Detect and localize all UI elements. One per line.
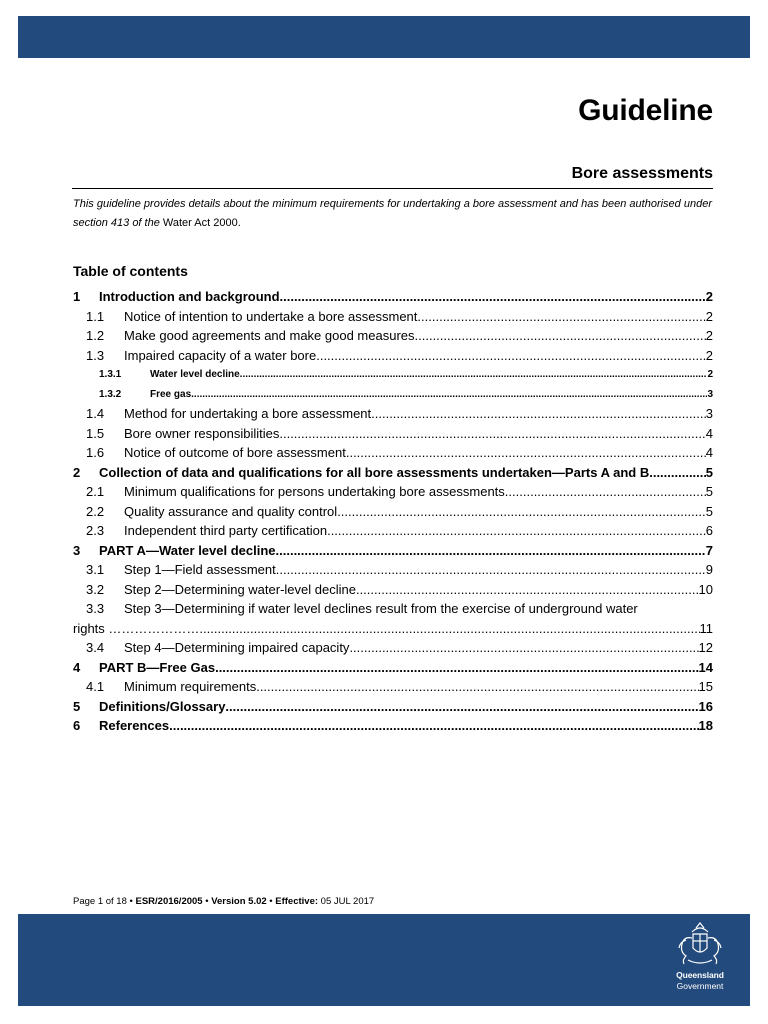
toc-entry-3[interactable] (73, 541, 713, 561)
toc-page: 9 (705, 562, 713, 577)
toc-page: 2 (705, 347, 713, 363)
toc-page: 5 (705, 484, 713, 499)
toc-entry-3-4[interactable] (73, 638, 713, 658)
document-subtitle: Bore assessments (571, 165, 713, 182)
toc-leader (191, 385, 707, 405)
toc-entry-1-1[interactable] (73, 307, 713, 327)
toc-page: 2 (707, 369, 713, 380)
footer-effective-date: 05 JUL 2017 (318, 896, 375, 907)
toc-entry-5[interactable] (73, 697, 713, 717)
coat-of-arms-icon (674, 920, 726, 968)
toc-number: 1 (73, 289, 81, 304)
toc-title: Bore owner responsibilities (124, 425, 280, 441)
toc-number: 1.4 (86, 406, 105, 421)
toc-page: 18 (698, 718, 713, 733)
toc-title: Notice of intention to undertake a bore assessment (124, 308, 418, 324)
toc-leader (276, 560, 706, 580)
footer-doc-id: ESR/2016/2005 (135, 896, 203, 907)
toc-entry-1-3[interactable] (73, 346, 713, 366)
toc-title: Minimum qualifications for persons undertaking bore assessments (124, 484, 505, 499)
intro-paragraph (73, 195, 713, 233)
toc-number: 1.6 (86, 445, 105, 460)
toc-number: 2 (73, 464, 81, 480)
toc-leader (505, 482, 706, 502)
logo-line-1: Queensland (676, 970, 724, 980)
page-footer (73, 896, 374, 907)
toc-page: 3 (705, 406, 713, 421)
toc-page: 2 (705, 328, 713, 343)
toc-entry-1-2[interactable] (73, 326, 713, 346)
toc-page: 6 (705, 523, 713, 538)
toc-leader (649, 463, 706, 483)
toc-title: Notice of outcome of bore assessment (124, 445, 346, 460)
toc-number: 1.3.2 (99, 388, 122, 400)
toc-entry-1-5[interactable] (73, 424, 713, 444)
toc-title: Impaired capacity of a water bore (124, 347, 317, 363)
toc-page: 5 (705, 464, 713, 480)
toc-title: Independent third party certification (124, 523, 328, 538)
toc-number: 4 (73, 659, 81, 675)
toc-entry-4-1[interactable] (73, 677, 713, 697)
logo-line-2: Government (676, 981, 724, 991)
table-of-contents (73, 287, 713, 736)
toc-entry-1-6[interactable] (73, 443, 713, 463)
toc-page: 7 (705, 542, 713, 558)
toc-page: 16 (698, 698, 713, 714)
toc-number: 2.1 (86, 484, 105, 499)
document-title: Guideline (578, 94, 713, 127)
toc-page: 10 (698, 581, 713, 597)
toc-leader (349, 638, 698, 658)
toc-number: 5 (73, 698, 81, 714)
toc-leader (276, 541, 706, 561)
toc-page: 14 (698, 659, 713, 675)
toc-number: 3 (73, 542, 81, 558)
toc-number: 2.2 (86, 503, 105, 519)
footer-effective-label: Effective: (275, 896, 319, 907)
toc-heading: Table of contents (73, 263, 188, 279)
toc-title: Collection of data and qualifications for all bore assessments undertaken—Parts A and B (99, 464, 650, 480)
footer-page: Page 1 of 18 (73, 896, 127, 907)
toc-number: 3.2 (86, 581, 105, 597)
footer-version: Version 5.02 (211, 896, 267, 907)
toc-number: 1.2 (86, 328, 105, 343)
toc-leader (415, 326, 706, 346)
intro-text: This guideline provides details about the minimum requirements for undertaking a bore assessment and has been authorised under section 413 of the (73, 198, 712, 229)
toc-page: 2 (705, 308, 713, 324)
toc-page: 12 (698, 640, 713, 655)
toc-leader (199, 619, 699, 639)
toc-leader (280, 287, 706, 307)
toc-number: 3.3 (86, 601, 105, 616)
toc-entry-1[interactable] (73, 287, 713, 307)
toc-number: 1.3.1 (99, 369, 122, 380)
toc-leader (327, 521, 706, 541)
toc-leader (215, 658, 698, 678)
toc-title: Step 1—Field assessment (124, 562, 276, 577)
toc-title-continuation: rights ………………… (73, 620, 200, 636)
toc-title: PART A—Water level decline (99, 542, 276, 558)
toc-title: Free gas (150, 388, 192, 400)
intro-period: . (237, 217, 241, 229)
toc-number: 1.5 (86, 425, 105, 441)
toc-title: Water level decline (150, 369, 240, 380)
toc-entry-3-3[interactable] (73, 599, 713, 638)
toc-title: Step 3—Determining if water level declines result from the exercise of underground water (124, 601, 638, 616)
toc-number: 4.1 (86, 679, 105, 694)
toc-leader (279, 424, 705, 444)
toc-page: 11 (699, 620, 713, 636)
toc-number: 2.3 (86, 523, 105, 538)
toc-leader (256, 677, 698, 697)
act-name: Water Act 2000 (162, 217, 238, 229)
toc-page: 15 (698, 679, 713, 694)
toc-leader (316, 346, 706, 366)
toc-number: 3.4 (86, 640, 105, 655)
toc-leader (356, 580, 699, 600)
toc-leader (346, 443, 706, 463)
toc-leader (169, 716, 698, 736)
header-band (18, 16, 750, 58)
toc-entry-2-3[interactable] (73, 521, 713, 541)
footer-separator: • (126, 896, 136, 907)
footer-separator: • (266, 896, 276, 907)
toc-page: 4 (705, 425, 713, 441)
toc-entry-6[interactable] (73, 716, 713, 736)
toc-title: Make good agreements and make good measures (124, 328, 415, 343)
toc-number: 3.1 (86, 562, 105, 577)
toc-entry-2[interactable] (73, 463, 713, 483)
toc-entry-3-1[interactable] (73, 560, 713, 580)
toc-entry-1-3-1[interactable] (73, 365, 713, 385)
footer-separator: • (202, 896, 212, 907)
toc-page: 2 (705, 289, 713, 304)
toc-leader (417, 307, 705, 327)
toc-entry-3-2[interactable] (73, 580, 713, 600)
toc-number: 1.1 (86, 308, 105, 324)
toc-title: Definitions/Glossary (99, 698, 226, 714)
toc-page: 4 (705, 445, 713, 460)
toc-number: 1.3 (86, 347, 105, 363)
toc-entry-1-3-2[interactable] (73, 385, 713, 405)
toc-page: 3 (707, 388, 713, 400)
title-divider (72, 188, 713, 189)
toc-entry-2-2[interactable] (73, 502, 713, 522)
toc-title: References (99, 718, 170, 733)
toc-leader (371, 404, 706, 424)
toc-title: Quality assurance and quality control (124, 503, 338, 519)
toc-title: Minimum requirements (124, 679, 257, 694)
toc-entry-1-4[interactable] (73, 404, 713, 424)
toc-title: PART B—Free Gas (99, 659, 216, 675)
toc-title: Method for undertaking a bore assessment (124, 406, 372, 421)
toc-title: Step 4—Determining impaired capacity (124, 640, 350, 655)
toc-leader (225, 697, 698, 717)
toc-leader (337, 502, 706, 522)
toc-leader (240, 365, 708, 385)
toc-title: Step 2—Determining water-level decline (124, 581, 356, 597)
footer-band (18, 914, 750, 1006)
toc-title: Introduction and background (99, 289, 280, 304)
queensland-government-logo (668, 920, 732, 996)
toc-page: 5 (705, 503, 713, 519)
toc-entry-2-1[interactable] (73, 482, 713, 502)
toc-number: 6 (73, 718, 81, 733)
toc-entry-4[interactable] (73, 658, 713, 678)
